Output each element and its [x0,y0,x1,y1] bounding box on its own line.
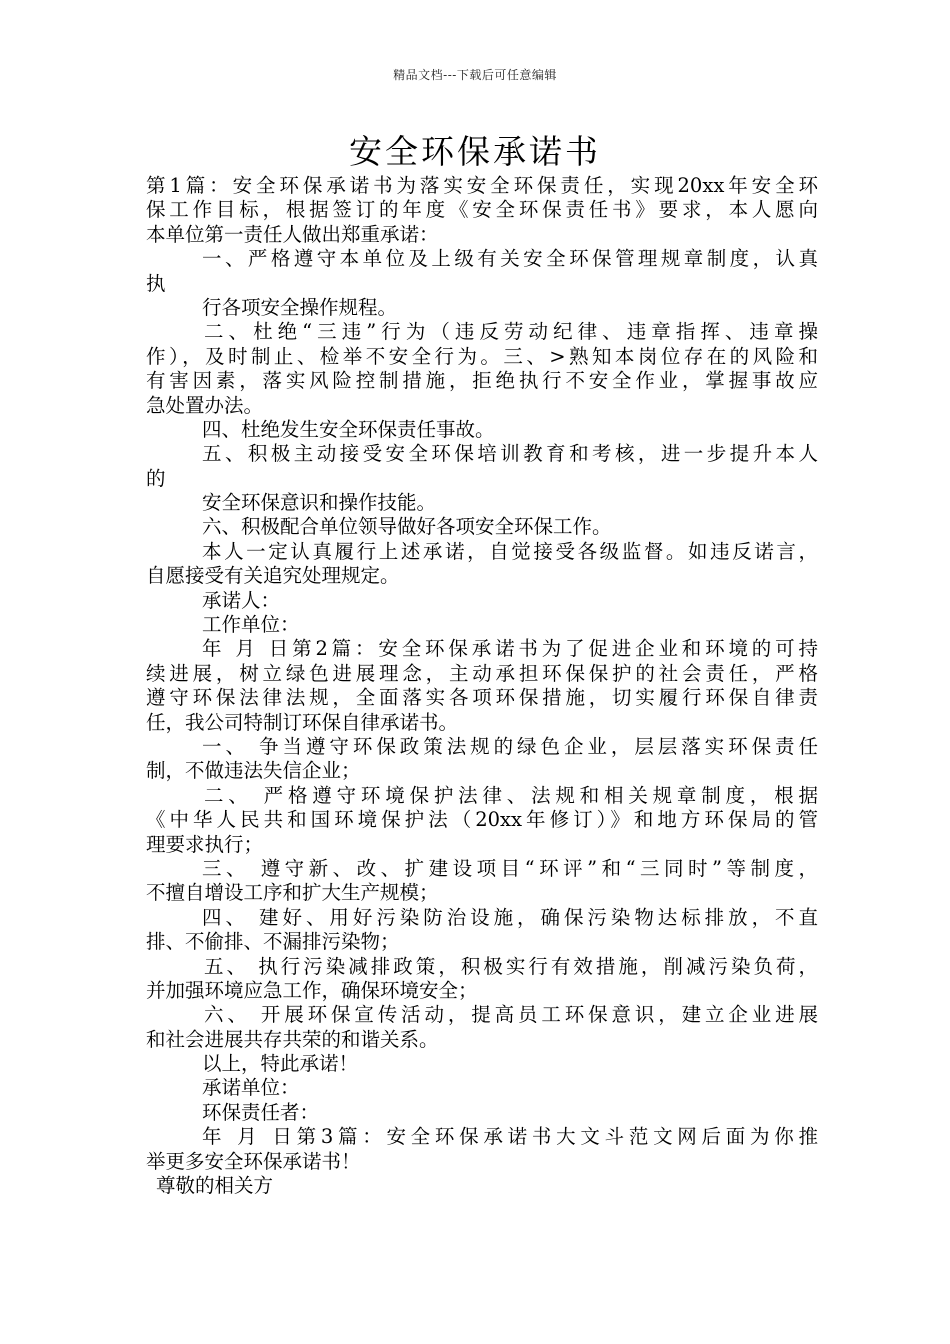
paragraph-line: 以上，特此承诺！ [202,1052,359,1076]
paragraph-line: 一、严格遵守本单位及上级有关安全环保管理规章制度，认真 [202,247,818,271]
paragraph-line: 保工作目标，根据签订的年度《安全环保责任书》要求，本人愿向 [146,198,818,222]
paragraph-line: 自愿接受有关追究处理规定。 [146,564,400,588]
signature-label: 环保责任者： [202,1100,320,1124]
paragraph-line: 二、杜绝“三违”行为（违反劳动纪律、违章指挥、违章操 [204,320,818,344]
paragraph-line: 制，不做违法失信企业； [146,759,361,783]
paragraph-line: 遵守环保法律法规，全面落实各项环保措施，切实履行环保自律责 [146,686,818,710]
paragraph-line: 的 [146,466,166,490]
paragraph-line: 不擅自增设工序和扩大生产规模； [146,881,439,905]
paragraph-line: 四、 建好、用好污染防治设施，确保污染物达标排放，不直 [202,905,818,929]
paragraph-line: 和社会进展共存共荣的和谐关系。 [146,1027,439,1051]
paragraph-line: 二、 严格遵守环境保护法律、法规和相关规章制度，根据 [204,783,818,807]
paragraph-line: 本人一定认真履行上述承诺，自觉接受各级监督。如违反诺言， [202,539,818,563]
signature-label: 工作单位： [202,613,300,637]
paragraph-line: 三、 遵守新、改、扩建设项目“环评”和“三同时”等制度， [202,856,818,880]
page-header: 精品文档---下载后可任意编辑 [393,68,557,82]
paragraph-line: 安全环保意识和操作技能。 [202,491,437,515]
paragraph-line: 本单位第一责任人做出郑重承诺： [146,222,439,246]
document-title: 安全环保承诺书 [349,132,601,171]
paragraph-line: 五、 执行污染减排政策，积极实行有效措施，削减污染负荷， [204,954,818,978]
paragraph-line: 《中华人民共和国环境保护法（20xx年修订）》和地方环保局的管 [146,808,818,832]
paragraph-line: 续进展，树立绿色进展理念，主动承担环保保护的社会责任，严格 [146,661,818,685]
paragraph-line: 第1篇：安全环保承诺书为落实安全环保责任，实现20xx年安全环 [146,174,818,197]
paragraph-line: 并加强环境应急工作，确保环境安全； [146,978,478,1002]
paragraph-line: 作），及时制止、检举不安全行为。三、>熟知本岗位存在的风险和 [146,344,818,368]
paragraph-line: 行各项安全操作规程。 [202,295,398,319]
paragraph-line: 五、积极主动接受安全环保培训教育和考核，进一步提升本人 [202,442,818,466]
paragraph-line: 一、 争当遵守环保政策法规的绿色企业，层层落实环保责任 [202,734,818,758]
signature-label: 承诺单位： [202,1076,300,1100]
paragraph-line: 尊敬的相关方 [156,1174,274,1198]
paragraph-line: 六、 开展环保宣传活动，提高员工环保意识，建立企业进展 [204,1003,818,1027]
paragraph-line: 排、不偷排、不漏排污染物； [146,930,400,954]
document-body [146,174,818,1198]
signature-label: 承诺人： [202,588,281,612]
paragraph-line: 急处置办法。 [146,393,264,417]
paragraph-line: 执 [146,271,166,295]
paragraph-line: 六、积极配合单位领导做好各项安全环保工作。 [202,515,612,539]
paragraph-line: 四、杜绝发生安全环保责任事故。 [202,417,495,441]
paragraph-line: 年 月 日第3篇：安全环保承诺书大文斗范文网后面为你推 [202,1125,818,1149]
paragraph-line: 有害因素，落实风险控制措施，拒绝执行不安全作业，掌握事故应 [146,369,818,393]
paragraph-line: 任，我公司特制订环保自律承诺书。 [146,710,459,734]
paragraph-line: 年 月 日第2篇：安全环保承诺书为了促进企业和环境的可持 [202,637,818,661]
paragraph-line: 举更多安全环保承诺书！ [146,1149,361,1173]
paragraph-line: 理要求执行； [146,832,264,856]
